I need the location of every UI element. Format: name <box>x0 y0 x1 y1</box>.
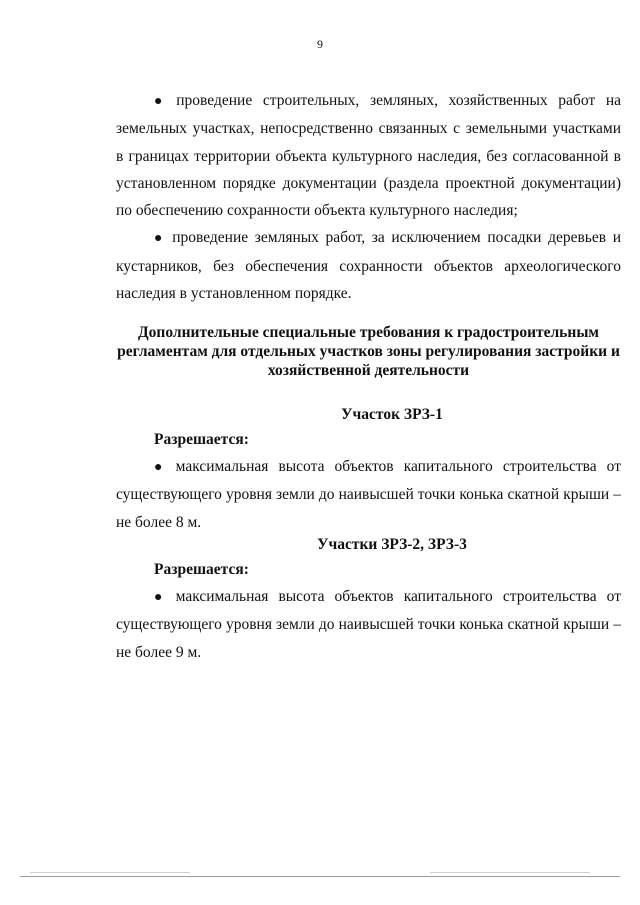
scan-divider <box>430 872 590 873</box>
section-heading-line: хозяйственной деятельности <box>267 362 470 379</box>
list-item <box>116 87 621 224</box>
list-item-text: максимальная высота объектов капитального строительства от существующего уровня земли до наивысшей точки конька скатной крыши – не более 9 м. <box>116 588 621 661</box>
section-heading <box>116 323 621 380</box>
list-item <box>116 224 621 307</box>
zone-title: Участок ЗРЗ-1 <box>341 406 443 423</box>
bullet-icon: ● <box>154 94 170 109</box>
zone-allowed-list <box>116 583 621 666</box>
zone-title: Участки ЗРЗ-2, ЗРЗ-3 <box>317 536 467 553</box>
scan-divider <box>30 872 190 873</box>
page-number: 9 <box>317 37 323 51</box>
page-bottom-divider <box>20 876 620 877</box>
zone-allowed-list <box>116 453 621 536</box>
section-heading-line: регламентам для отдельных участков зоны регулирования застройки и <box>117 343 620 360</box>
list-item-text: проведение строительных, земляных, хозяйственных работ на земельных участках, непосредственно связанных с земельными участками в границах территории объекта культурного наследия, без согласованной в установленном порядке документации (раздела проектной документации) по обеспечению сохранности объекта культурного наследия; <box>116 92 621 220</box>
list-item <box>116 583 621 666</box>
list-item-text: проведение земляных работ, за исключением посадки деревьев и кустарников, без обеспечения сохранности объектов археологического наследия в установленном порядке. <box>116 229 621 303</box>
allowed-label: Разрешается: <box>154 431 249 448</box>
list-item-text: максимальная высота объектов капитального строительства от существующего уровня земли до наивысшей точки конька скатной крыши – не более 8 м. <box>116 458 621 531</box>
bullet-icon: ● <box>154 590 169 605</box>
bullet-icon: ● <box>154 460 169 475</box>
section-heading-line: Дополнительные специальные требования к градостроительным <box>138 324 599 341</box>
list-item <box>116 453 621 536</box>
allowed-label: Разрешается: <box>154 561 249 578</box>
bullet-icon: ● <box>154 231 166 247</box>
prohibited-list <box>116 87 621 307</box>
